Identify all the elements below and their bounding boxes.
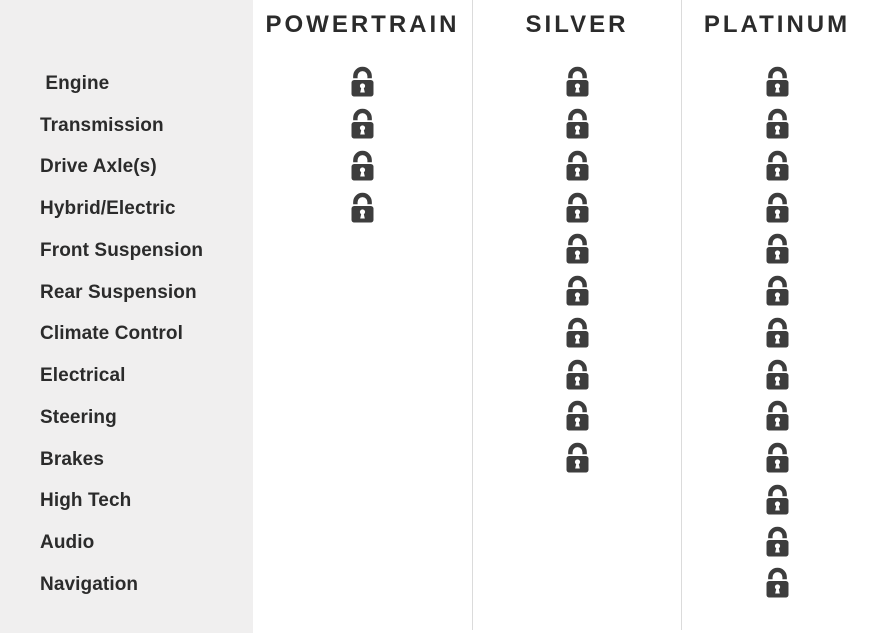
- coverage-cell: [682, 188, 872, 230]
- lock-icon: [564, 107, 591, 140]
- coverage-cell: [253, 105, 472, 147]
- lock-icon: [564, 149, 591, 182]
- category-label: Drive Axle(s): [40, 156, 157, 178]
- category-label: Engine: [40, 72, 110, 94]
- plan-name-header: PLATINUM: [703, 11, 851, 38]
- lock-icon: [764, 232, 791, 265]
- plan-name-header: SILVER: [525, 11, 629, 38]
- lock-icon: [764, 274, 791, 307]
- coverage-cell: [473, 522, 681, 564]
- coverage-cell: [682, 105, 872, 147]
- coverage-cell: [682, 522, 872, 564]
- lock-icon: [349, 149, 376, 182]
- lock-icon: [764, 191, 791, 224]
- plan-column-platinum: [682, 0, 872, 606]
- lock-icon: [564, 65, 591, 98]
- lock-icon: [764, 399, 791, 432]
- coverage-cell: [253, 397, 472, 439]
- coverage-cell: [473, 147, 681, 189]
- lock-icon: [764, 358, 791, 391]
- coverage-cells: [473, 63, 681, 606]
- plan-name-header: POWERTRAIN: [265, 11, 460, 38]
- coverage-cell: [682, 439, 872, 481]
- lock-icon: [764, 525, 791, 558]
- category-label: Transmission: [40, 114, 164, 136]
- lock-icon: [764, 441, 791, 474]
- lock-icon: [764, 483, 791, 516]
- category-label: Rear Suspension: [40, 281, 197, 303]
- lock-icon: [764, 65, 791, 98]
- coverage-cell: [253, 188, 472, 230]
- coverage-cell: [473, 314, 681, 356]
- category-column: [0, 63, 253, 606]
- lock-icon: [764, 316, 791, 349]
- coverage-cell: [473, 564, 681, 606]
- category-label: Climate Control: [40, 323, 183, 345]
- coverage-cell: [682, 230, 872, 272]
- lock-icon: [349, 107, 376, 140]
- coverage-cell: [253, 564, 472, 606]
- lock-icon: [564, 441, 591, 474]
- category-label: Audio: [40, 532, 95, 554]
- category-label: Front Suspension: [40, 239, 204, 261]
- coverage-cell: [253, 147, 472, 189]
- coverage-cell: [682, 272, 872, 314]
- coverage-cell: [682, 397, 872, 439]
- coverage-cell: [473, 63, 681, 105]
- plan-column-silver: [473, 0, 681, 606]
- coverage-cells: [682, 63, 872, 606]
- coverage-cell: [473, 230, 681, 272]
- coverage-cell: [682, 564, 872, 606]
- lock-icon: [564, 191, 591, 224]
- category-label: Steering: [40, 406, 117, 428]
- coverage-cell: [253, 63, 472, 105]
- coverage-cell: [473, 481, 681, 523]
- coverage-cell: [253, 522, 472, 564]
- coverage-cell: [682, 147, 872, 189]
- coverage-cell: [253, 481, 472, 523]
- category-label: Hybrid/Electric: [40, 198, 176, 220]
- lock-icon: [564, 316, 591, 349]
- category-label: Electrical: [40, 365, 126, 387]
- lock-icon: [764, 149, 791, 182]
- coverage-cell: [253, 230, 472, 272]
- plan-column-powertrain: [253, 0, 472, 606]
- lock-icon: [564, 399, 591, 432]
- lock-icon: [564, 358, 591, 391]
- category-label: Brakes: [40, 448, 104, 470]
- coverage-cell: [682, 481, 872, 523]
- lock-icon: [764, 107, 791, 140]
- coverage-cell: [473, 397, 681, 439]
- coverage-cell: [473, 105, 681, 147]
- coverage-cell: [473, 272, 681, 314]
- lock-icon: [564, 232, 591, 265]
- coverage-cell: [682, 314, 872, 356]
- coverage-cell: [253, 272, 472, 314]
- coverage-cell: [473, 355, 681, 397]
- coverage-cell: [682, 355, 872, 397]
- category-label: Navigation: [40, 573, 139, 595]
- coverage-cell: [682, 63, 872, 105]
- lock-icon: [764, 566, 791, 599]
- coverage-cell: [253, 314, 472, 356]
- lock-icon: [349, 65, 376, 98]
- coverage-cell: [253, 439, 472, 481]
- lock-icon: [564, 274, 591, 307]
- coverage-cells: [253, 63, 472, 606]
- category-label: High Tech: [40, 490, 132, 512]
- coverage-cell: [253, 355, 472, 397]
- coverage-cell: [473, 439, 681, 481]
- lock-icon: [349, 191, 376, 224]
- coverage-cell: [473, 188, 681, 230]
